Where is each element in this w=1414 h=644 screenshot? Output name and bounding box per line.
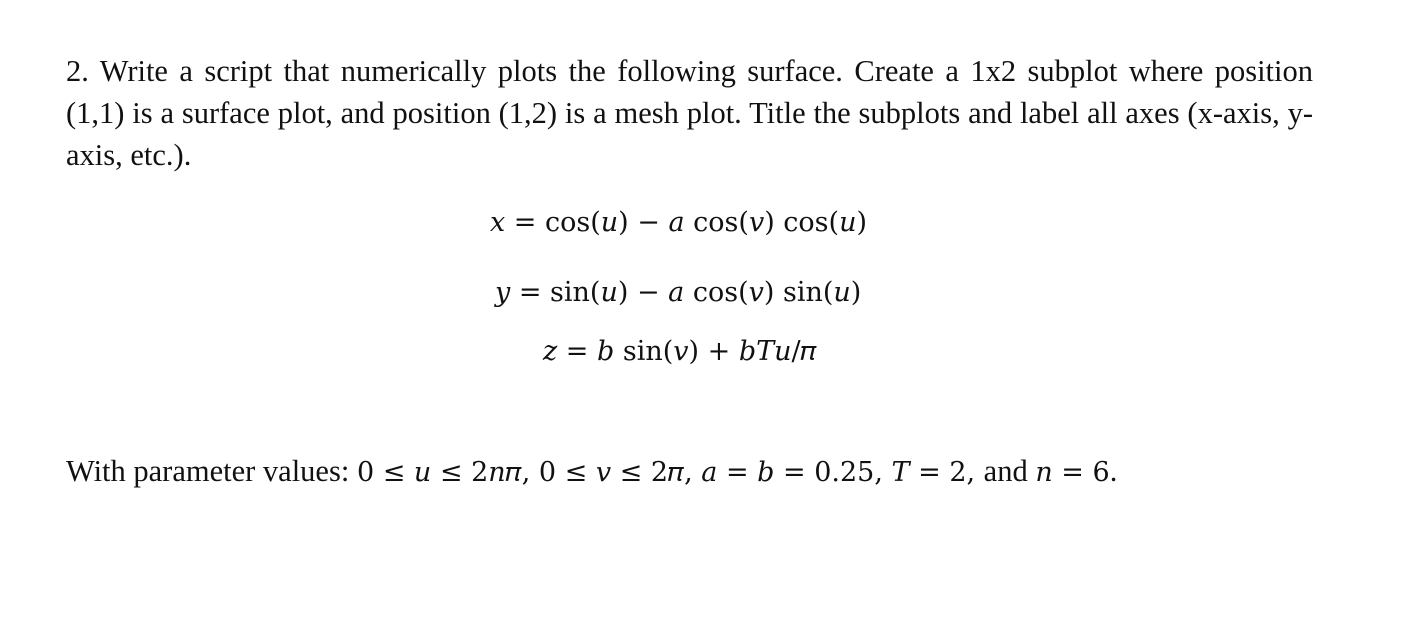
- parameter-and: and: [983, 454, 1036, 488]
- parameter-T: 𝑇 = 2,: [891, 457, 984, 488]
- parameter-u-range: 0 ≤ 𝑢 ≤ 2𝑛𝜋,: [356, 457, 539, 488]
- parameter-values: [66, 450, 1117, 494]
- parameter-a-b: 𝑎 = 𝑏 = 0.25,: [701, 457, 892, 488]
- parameter-lead: With parameter values:: [66, 454, 357, 488]
- equation-y: 𝑦 = sin(𝑢) − 𝑎 cos(𝑣) sin(𝑢): [495, 277, 862, 308]
- equation-z: 𝑧 = 𝑏 sin(𝑣) + 𝑏𝑇𝑢/𝜋: [543, 336, 817, 367]
- parameter-n: 𝑛 = 6: [1035, 457, 1110, 488]
- parameter-end: .: [1109, 454, 1118, 488]
- problem-statement: 2. Write a script that numerically plots the following surface. Create a 1x2 subplot where position (1,1) is a surface plot, and position (1,2) is a mesh plot. Title the subplots and label all axes (x-axis, y-axis, etc.).: [66, 54, 1313, 172]
- parameter-v-range: 0 ≤ 𝑣 ≤ 2𝜋,: [538, 457, 702, 488]
- equation-x: 𝑥 = cos(𝑢) − 𝑎 cos(𝑣) cos(𝑢): [490, 207, 867, 238]
